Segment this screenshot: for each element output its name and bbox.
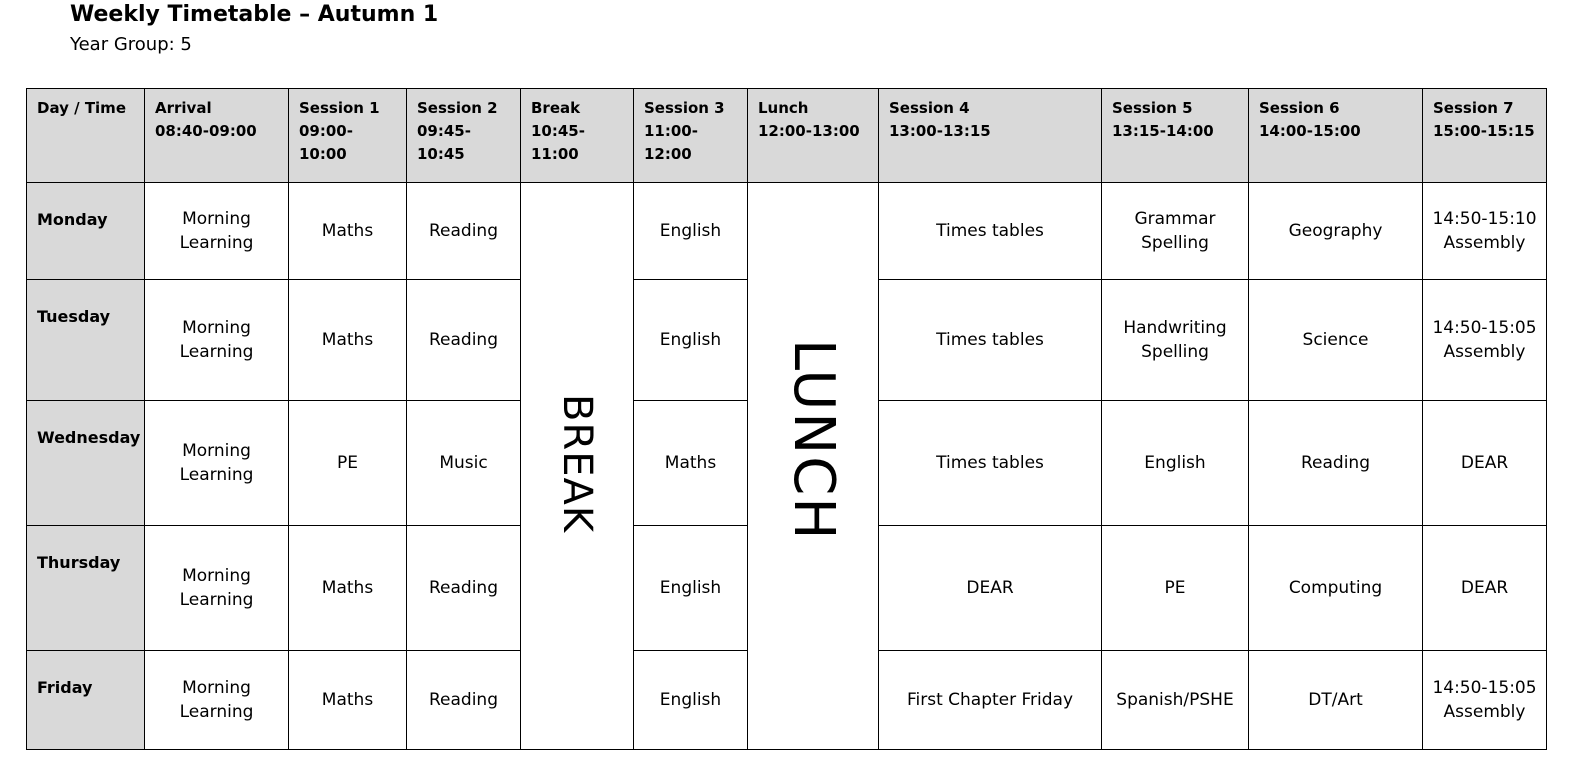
session-2-cell: Music [407,401,521,526]
arrival-cell: Morning Learning [145,526,289,651]
session-5-cell: Handwriting Spelling [1102,280,1249,401]
session-6-cell: Science [1249,280,1423,401]
page-subtitle: Year Group: 5 [70,34,192,55]
day-label: Wednesday [27,401,145,526]
session-4-cell: Times tables [879,183,1102,280]
session-6-cell: Reading [1249,401,1423,526]
session-4-cell: First Chapter Friday [879,651,1102,750]
lunch-label: LUNCH [781,338,846,542]
session-6-cell: DT/Art [1249,651,1423,750]
timetable [26,88,1547,750]
session-3-cell: English [634,526,748,651]
session-3-cell: English [634,280,748,401]
break-cell [521,183,634,750]
session-1-cell: Maths [289,183,407,280]
lunch-cell [748,183,879,750]
header-session-2: Session 2 09:45-10:45 [407,89,521,183]
header-session-1: Session 1 09:00-10:00 [289,89,407,183]
arrival-cell: Morning Learning [145,183,289,280]
session-5-cell: Grammar Spelling [1102,183,1249,280]
header-row [27,89,1547,183]
header-session-6: Session 6 14:00-15:00 [1249,89,1423,183]
header-session-3: Session 3 11:00-12:00 [634,89,748,183]
session-7-cell: 14:50-15:10 Assembly [1423,183,1547,280]
header-day-time: Day / Time [27,89,145,183]
break-label: BREAK [554,394,600,534]
session-6-cell: Geography [1249,183,1423,280]
day-label: Tuesday [27,280,145,401]
session-3-cell: Maths [634,401,748,526]
day-label: Friday [27,651,145,750]
session-1-cell: Maths [289,280,407,401]
session-2-cell: Reading [407,280,521,401]
session-7-cell: DEAR [1423,401,1547,526]
session-5-cell: English [1102,401,1249,526]
session-7-cell: 14:50-15:05 Assembly [1423,651,1547,750]
arrival-cell: Morning Learning [145,401,289,526]
session-1-cell: Maths [289,651,407,750]
header-arrival: Arrival 08:40-09:00 [145,89,289,183]
session-4-cell: Times tables [879,401,1102,526]
session-4-cell: Times tables [879,280,1102,401]
arrival-cell: Morning Learning [145,651,289,750]
session-7-cell: 14:50-15:05 Assembly [1423,280,1547,401]
session-1-cell: Maths [289,526,407,651]
session-7-cell: DEAR [1423,526,1547,651]
table-row [27,183,1547,280]
session-3-cell: English [634,651,748,750]
arrival-cell: Morning Learning [145,280,289,401]
session-2-cell: Reading [407,651,521,750]
header-lunch: Lunch 12:00-13:00 [748,89,879,183]
session-3-cell: English [634,183,748,280]
session-6-cell: Computing [1249,526,1423,651]
header-session-7: Session 7 15:00-15:15 [1423,89,1547,183]
day-label: Monday [27,183,145,280]
session-2-cell: Reading [407,183,521,280]
header-session-5: Session 5 13:15-14:00 [1102,89,1249,183]
session-1-cell: PE [289,401,407,526]
session-5-cell: Spanish/PSHE [1102,651,1249,750]
page-title: Weekly Timetable – Autumn 1 [70,2,439,27]
header-session-4: Session 4 13:00-13:15 [879,89,1102,183]
session-4-cell: DEAR [879,526,1102,651]
session-2-cell: Reading [407,526,521,651]
header-break: Break 10:45- 11:00 [521,89,634,183]
session-5-cell: PE [1102,526,1249,651]
day-label: Thursday [27,526,145,651]
